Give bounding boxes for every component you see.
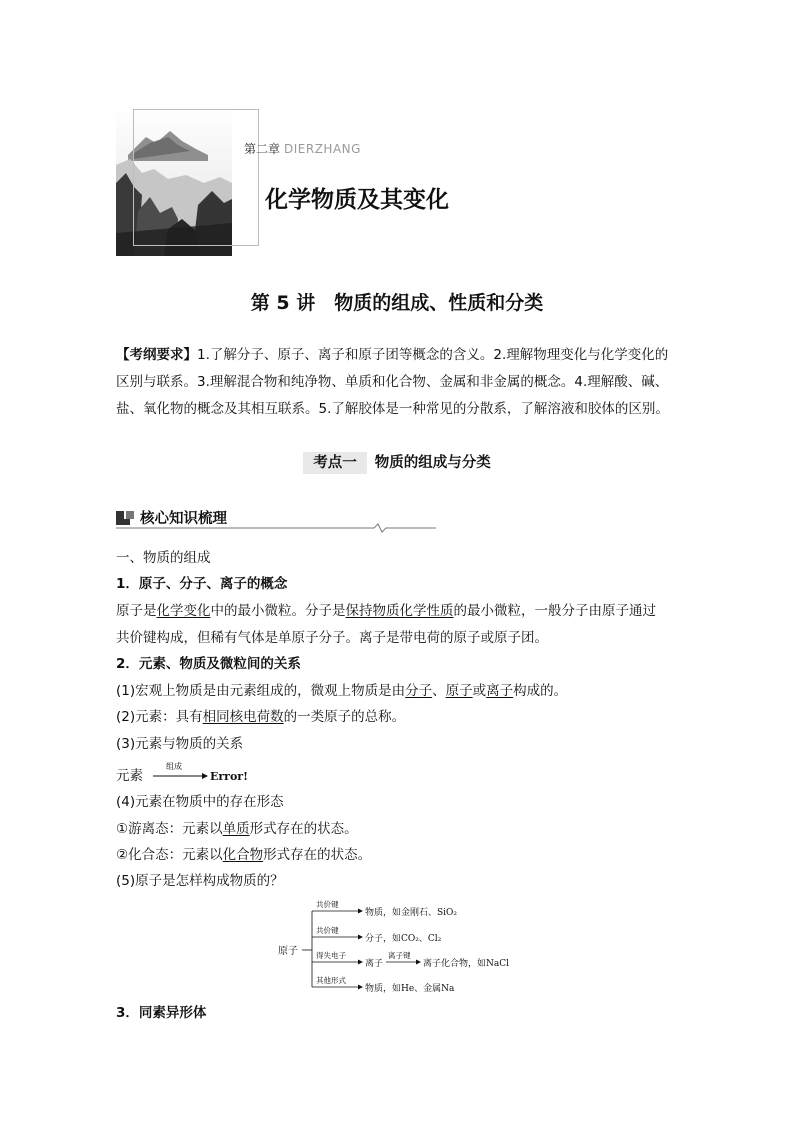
relation-arrow-label: 组成 bbox=[166, 762, 182, 771]
item3-title: 3．同素异形体 bbox=[116, 1005, 207, 1021]
chapter-number: 第二章 bbox=[244, 142, 281, 156]
item2-point4: (4)元素在物质中的存在形态 bbox=[116, 794, 284, 810]
section-divider bbox=[116, 522, 436, 534]
item2-title: 2．元素、物质及微粒间的关系 bbox=[116, 656, 301, 672]
branch-label-4: 其他形式 bbox=[316, 976, 346, 985]
item1-paragraph-line2: 共价键构成，但稀有气体是单原子分子。离子是带电荷的原子或原子团。 bbox=[116, 630, 548, 646]
exam-requirements bbox=[116, 342, 679, 423]
branch-label-1: 共价键 bbox=[316, 900, 339, 909]
chapter-title: 化学物质及其变化 bbox=[265, 187, 449, 213]
combined-state: ②化合态：元素以化合物形式存在的状态。 bbox=[116, 847, 372, 863]
item2-point2: (2)元素：具有相同核电荷数的一类原子的总称。 bbox=[116, 709, 406, 725]
blank-chemical-property: 保持物质化学性质 bbox=[345, 603, 454, 619]
branch-result-3: 离子化合物，如NaCl bbox=[423, 959, 510, 969]
branch-label-3: 得失电子 bbox=[316, 951, 346, 960]
topic-label: 考点一 bbox=[303, 452, 367, 474]
item2-point3: (3)元素与物质的关系 bbox=[116, 736, 244, 752]
free-state: ①游离态：元素以单质形式存在的状态。 bbox=[116, 821, 358, 837]
item2-point1: (1)宏观上物质是由元素组成的，微观上物质是由分子、原子或离子构成的。 bbox=[116, 683, 568, 699]
element-relation-diagram bbox=[116, 760, 336, 790]
requirements-text: 1.了解分子、原子、离子和原子团等概念的含义。2.理解物理变化与化学变化的区别与联系。3.理解混合物和纯净物、单质和化合物、金属和非金属的概念。4.理解酸、碱、盐、氧化物的概念及其相互联系。5.了解胶体是一种常见的分散系，了解溶液和胶体的区别。 bbox=[116, 347, 669, 417]
part-one-heading: 一、物质的组成 bbox=[116, 550, 211, 566]
lecture-title: 第 5 讲 物质的组成、性质和分类 bbox=[250, 292, 544, 314]
item1-title: 1．原子、分子、离子的概念 bbox=[116, 576, 288, 592]
chapter-frame bbox=[133, 109, 259, 246]
branch-result-4: 物质，如He、金属Na bbox=[365, 984, 455, 994]
topic-title: 物质的组成与分类 bbox=[374, 455, 491, 471]
relation-left: 元素 bbox=[116, 768, 143, 784]
blank-atom: 原子 bbox=[445, 683, 473, 699]
blank-chemical-change: 化学变化 bbox=[156, 603, 211, 619]
chapter-roman: DIERZHANG bbox=[284, 142, 361, 156]
atom-formation-diagram bbox=[270, 895, 530, 997]
relation-right: Error! bbox=[210, 770, 248, 783]
blank-element-substance: 单质 bbox=[222, 821, 250, 837]
item2-point5: (5)原子是怎样构成物质的？ bbox=[116, 873, 284, 889]
blank-nuclear-charge: 相同核电荷数 bbox=[202, 709, 284, 725]
item1-paragraph-line1: 原子是化学变化中的最小微粒。分子是保持物质化学性质的最小微粒，一般分子由原子通过 bbox=[116, 603, 656, 619]
blank-ion: 离子 bbox=[486, 683, 514, 699]
branch-label-2: 共价键 bbox=[316, 926, 339, 935]
blank-compound: 化合物 bbox=[222, 847, 264, 863]
branch-mid-3: 离子 bbox=[365, 959, 384, 969]
diagram-root: 原子 bbox=[278, 946, 298, 957]
branch-mid-label-3: 离子键 bbox=[388, 951, 411, 960]
blank-molecule: 分子 bbox=[405, 683, 433, 699]
section-heading: 核心知识梳理 bbox=[140, 511, 227, 527]
requirements-tag: 【考纲要求】 bbox=[116, 347, 197, 363]
branch-result-1: 物质，如金刚石、SiO₂ bbox=[365, 908, 458, 918]
chapter-label bbox=[244, 140, 361, 157]
branch-result-2: 分子，如CO₂、Cl₂ bbox=[365, 934, 442, 944]
topic-heading bbox=[0, 451, 794, 472]
